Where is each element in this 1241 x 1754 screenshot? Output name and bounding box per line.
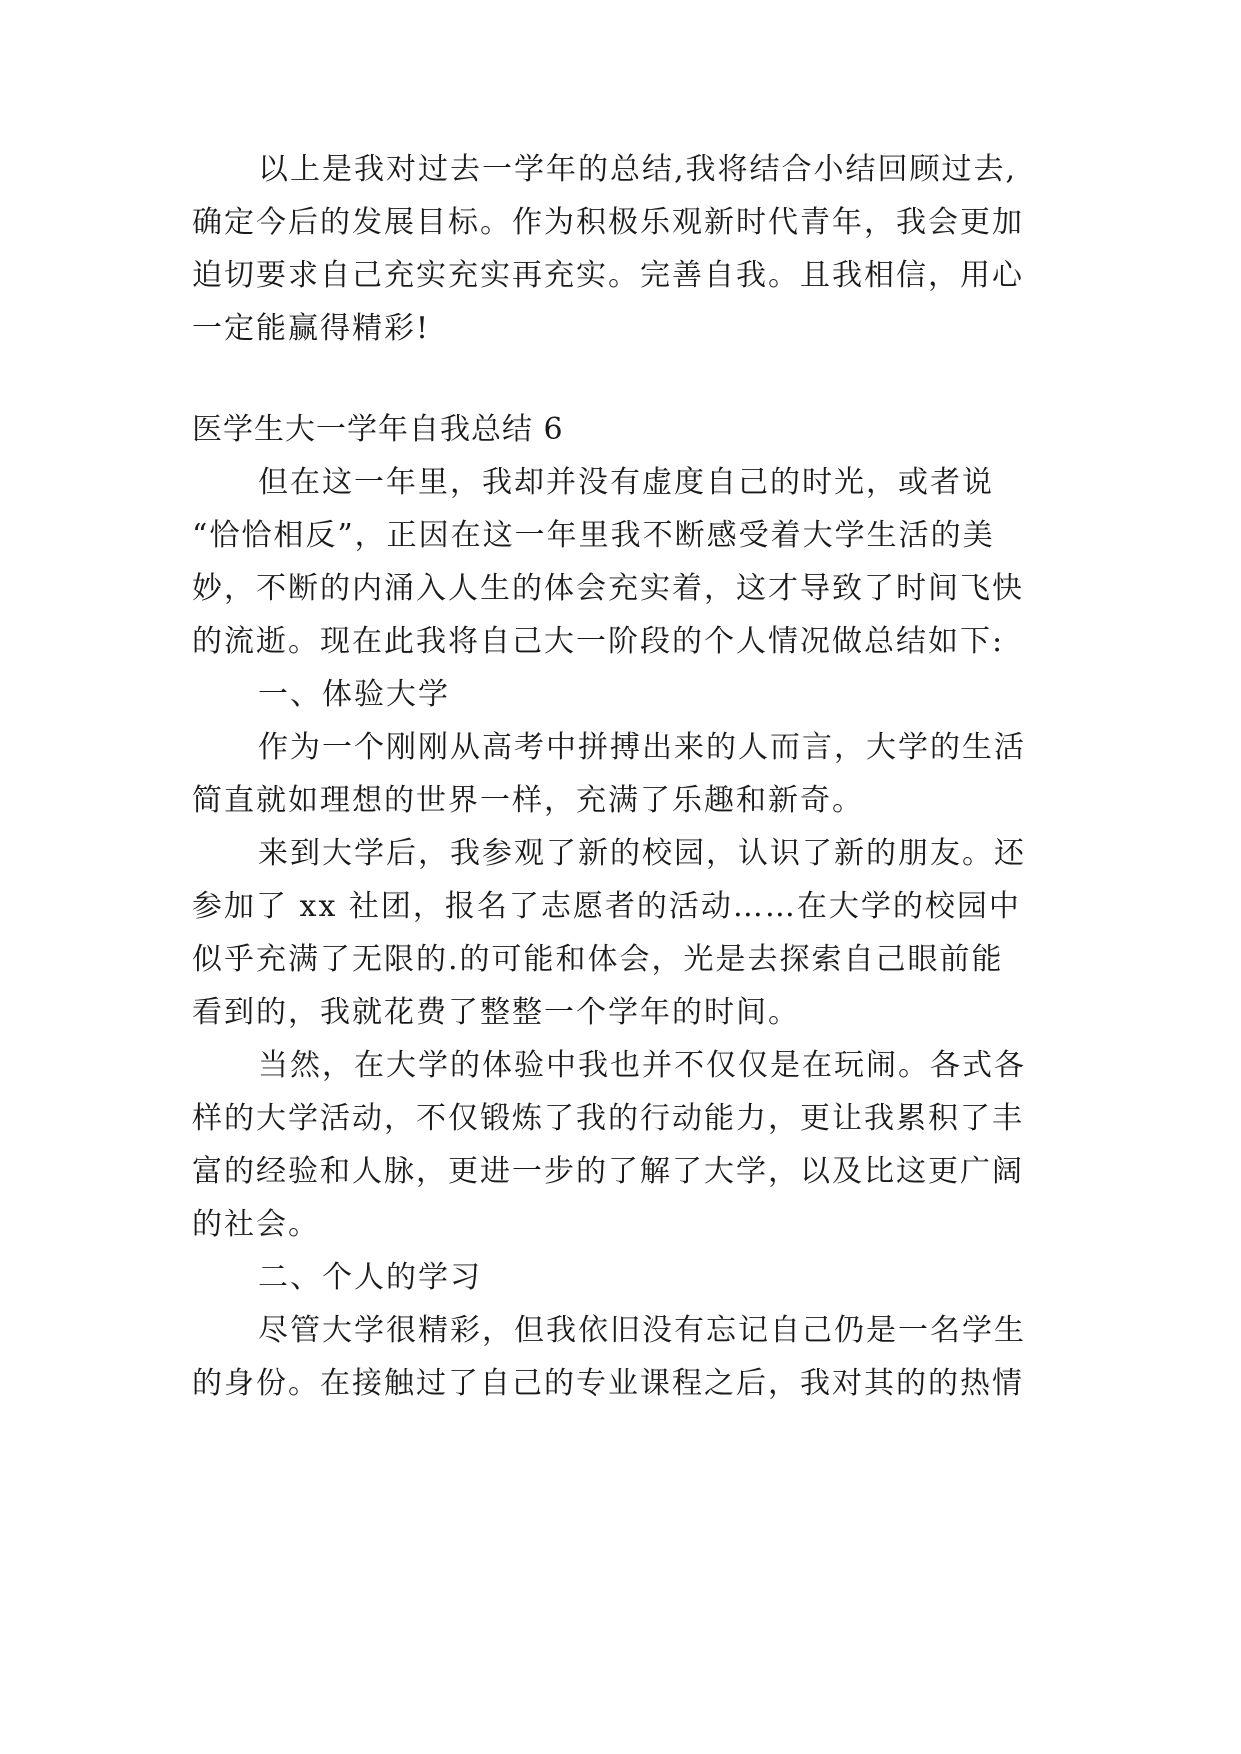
paragraph-line: 尽管大学很精彩，但我依旧没有忘记自己仍是一名学生 — [258, 1313, 1026, 1348]
paragraph-line: 确定今后的发展目标。作为积极乐观新时代青年，我会更加 — [192, 205, 1024, 240]
paragraph-line: 作为一个刚刚从高考中拼搏出来的人而言，大学的生活 — [258, 730, 1026, 765]
subheading: 一、体验大学 — [258, 677, 450, 712]
paragraph-line: 但在这一年里，我却并没有虚度自己的时光，或者说 — [258, 465, 994, 500]
paragraph-line: 看到的，我就花费了整整一个学年的时间。 — [192, 995, 800, 1030]
paragraph-line: “恰恰相反”，正因在这一年里我不断感受着大学生活的美 — [192, 518, 995, 553]
paragraph-line: 富的经验和人脉，更进一步的了解了大学，以及比这更广阔 — [192, 1154, 1024, 1189]
paragraph-line: 的社会。 — [192, 1207, 320, 1242]
paragraph-line: 一定能赢得精彩! — [192, 311, 431, 346]
paragraph-line: 参加了 xx 社团，报名了志愿者的活动……在大学的校园中 — [192, 889, 1021, 924]
paragraph-line: 妙，不断的内涌入人生的体会充实着，这才导致了时间飞快 — [192, 571, 1024, 606]
subheading: 二、个人的学习 — [258, 1260, 482, 1295]
paragraph-line: 迫切要求自己充实充实再充实。完善自我。且我相信，用心 — [192, 258, 1024, 293]
paragraph-line: 的身份。在接触过了自己的专业课程之后，我对其的的热情 — [192, 1366, 1024, 1401]
paragraph-line: 简直就如理想的世界一样，充满了乐趣和新奇。 — [192, 783, 864, 818]
paragraph-line: 似乎充满了无限的.的可能和体会，光是去探索自己眼前能 — [192, 942, 1004, 977]
paragraph-line: 的流逝。现在此我将自己大一阶段的个人情况做总结如下: — [192, 624, 1005, 659]
paragraph-line: 以上是我对过去一学年的总结,我将结合小结回顾过去, — [258, 152, 1018, 187]
paragraph-line: 样的大学活动，不仅锻炼了我的行动能力，更让我累积了丰 — [192, 1101, 1024, 1136]
paragraph-line: 来到大学后，我参观了新的校园，认识了新的朋友。还 — [258, 836, 1026, 871]
section-title: 医学生大一学年自我总结 6 — [192, 412, 564, 447]
paragraph-line: 当然，在大学的体验中我也并不仅仅是在玩闹。各式各 — [258, 1048, 1026, 1083]
